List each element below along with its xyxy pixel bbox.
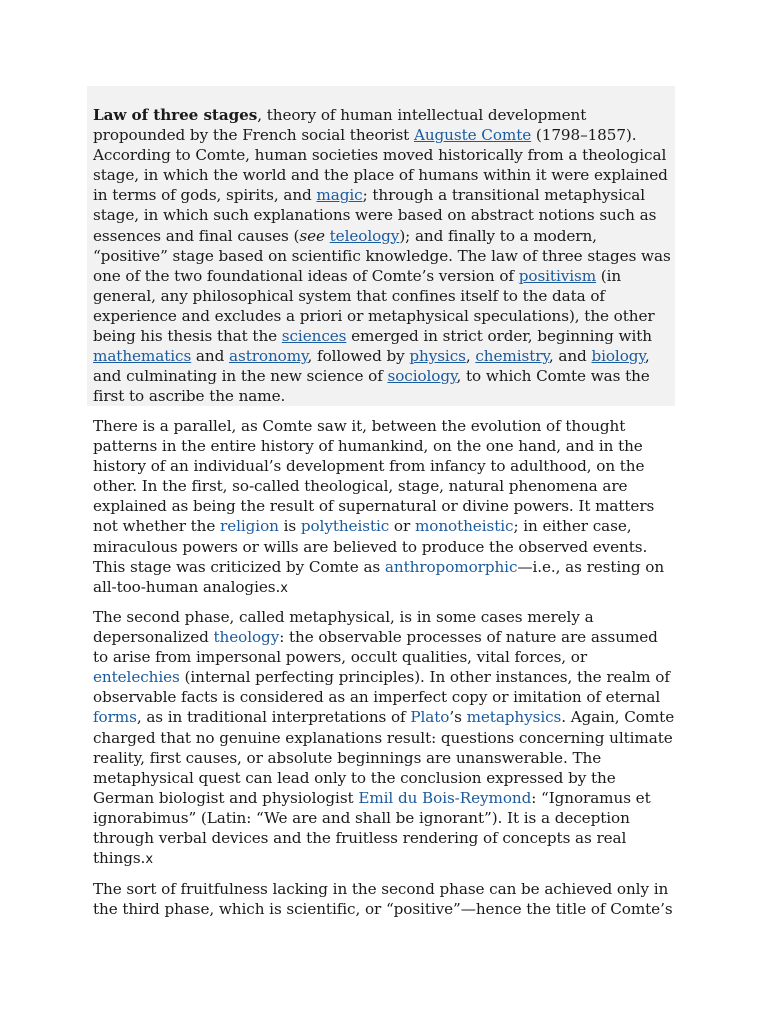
link-chemistry[interactable]: chemistry: [475, 347, 549, 366]
text-run: ’s: [449, 708, 467, 727]
link-metaphysics[interactable]: metaphysics: [466, 708, 562, 727]
see-reference: see: [299, 226, 325, 245]
text-run: (1798–1857). According to Comte, human societies moved historically from a theological stage, in which the world and the place of humans within it were explained in terms of gods, spirits, and: [93, 126, 668, 205]
text-run: , theory of human intellectual development propounded by the French social theorist: [93, 106, 587, 145]
text-run: ; through a transitional metaphysical stage, in which such explanations were based on abstract notions such as essences and final causes (: [93, 186, 657, 245]
text-run: , to which Comte was the first to ascribe the name.: [93, 367, 650, 406]
link-anthropomorphic[interactable]: anthropomorphic: [384, 557, 518, 576]
link-astronomy[interactable]: astronomy: [229, 347, 308, 366]
text-run: : the observable processes of nature are assumed to arise from impersonal powers, occult qualities, vital forces, or: [93, 628, 658, 667]
text-run: is: [278, 517, 301, 536]
text-run: There is a parallel, as Comte saw it, between the evolution of thought patterns in the entire history of humankind, on the one hand, and in the history of an individual’s development from infancy to adulthood, on the other. In the first, so-called theological, stage, natural phenomena are explained as being the result of supernatural or divine powers. It matters not whether the: [93, 417, 655, 536]
lead-paragraph-box: [87, 86, 675, 406]
link-auguste-comte[interactable]: Auguste Comte: [413, 126, 532, 145]
link-teleology[interactable]: teleology: [329, 226, 400, 245]
link-emil-du-bois-reymond[interactable]: Emil du Bois-Reymond: [358, 788, 532, 807]
link-forms[interactable]: forms: [93, 708, 137, 727]
lead-paragraph: [93, 105, 675, 406]
text-run: (internal perfecting principles). In other instances, the realm of observable facts is considered as an imperfect copy or imitation of eternal: [93, 668, 670, 707]
text-run: emerged in strict order, beginning with: [346, 327, 652, 346]
link-plato[interactable]: Plato: [410, 708, 450, 727]
link-biology[interactable]: biology: [591, 347, 645, 366]
link-sociology[interactable]: sociology: [387, 367, 457, 386]
text-run: , and culminating in the new science of: [93, 347, 650, 386]
article-term: Law of three stages: [93, 106, 258, 124]
footnote-x-marker: x: [145, 852, 153, 868]
paragraph-positive-stage: [93, 879, 675, 919]
link-religion[interactable]: religion: [220, 517, 279, 536]
text-run: The sort of fruitfulness lacking in the second phase can be achieved only in the third phase, which is scientific, or “positive”—hence the title of Comte’s: [93, 880, 673, 919]
text-run: , as in traditional interpretations of: [136, 708, 411, 727]
paragraph-metaphysical-stage: [93, 607, 675, 870]
link-polytheistic[interactable]: polytheistic: [300, 517, 390, 536]
text-run: or: [389, 517, 415, 536]
link-mathematics[interactable]: mathematics: [93, 347, 192, 366]
link-positivism[interactable]: positivism: [518, 266, 597, 285]
text-run: , and: [548, 347, 592, 366]
text-run: ,: [465, 347, 476, 366]
text-run: ); and finally to a modern, “positive” stage based on scientific knowledge. The law of three stages was one of the two foundational ideas of Comte’s version of: [93, 226, 671, 285]
text-run: : “Ignoramus et ignorabimus” (Latin: “We are and shall be ignorant”). It is a deception through verbal devices and the fruitless rendering of concepts as real things.: [93, 788, 651, 868]
text-run: . Again, Comte charged that no genuine explanations result: questions concerning ultimate reality, first causes, or absolute beginnings are unanswerable. The metaphysical quest can lead only to the conclusion expressed by the German biologist and physiologist: [93, 708, 675, 807]
text-run: The second phase, called metaphysical, is in some cases merely a depersonalized: [93, 608, 594, 647]
text-run: , followed by: [307, 347, 410, 366]
text-run: (in general, any philosophical system that confines itself to the data of experience and excludes a priori or metaphysical speculations), the other being his thesis that the: [93, 266, 655, 346]
link-magic[interactable]: magic: [316, 186, 363, 205]
link-theology[interactable]: theology: [213, 628, 280, 647]
paragraph-theological-stage: [93, 416, 675, 599]
text-run: ; in either case, miraculous powers or wills are believed to produce the observed events. This stage was criticized by Comte as: [93, 517, 648, 576]
text-run: —i.e., as resting on all-too-human analogies.: [93, 557, 665, 596]
link-physics[interactable]: physics: [409, 347, 466, 366]
footnote-x-marker: x: [280, 580, 288, 596]
text-run: and: [191, 347, 229, 366]
link-entelechies[interactable]: entelechies: [93, 668, 180, 687]
link-monotheistic[interactable]: monotheistic: [414, 517, 514, 536]
link-sciences[interactable]: sciences: [281, 327, 347, 346]
